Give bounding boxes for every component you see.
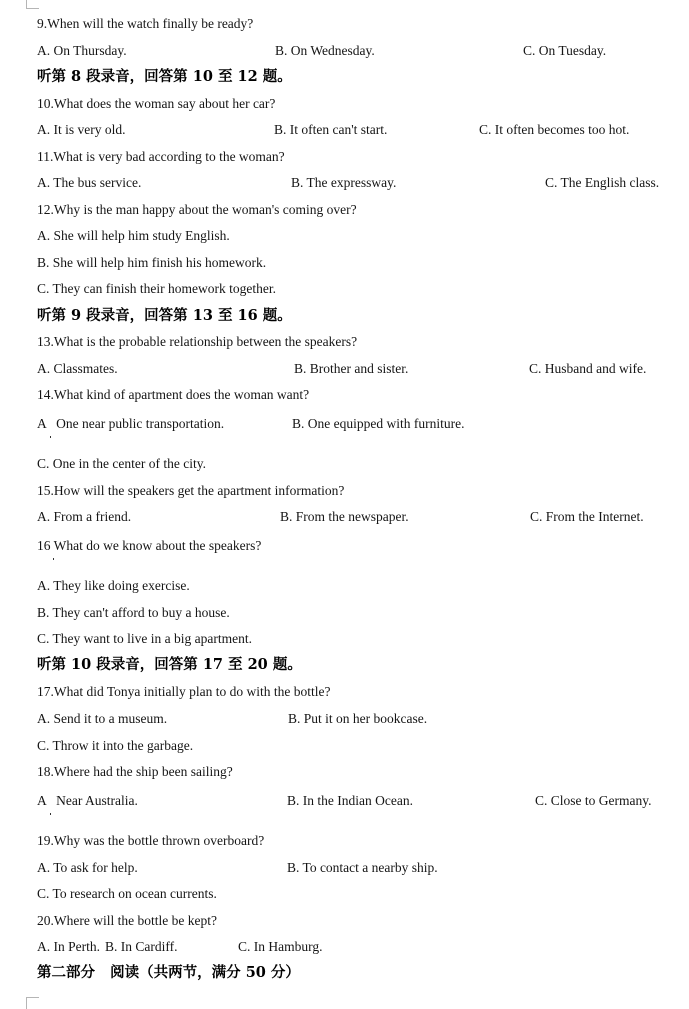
question-11-option-b: B. The expressway. <box>291 175 397 190</box>
question-18-option-a: A Near Australia. <box>37 793 138 808</box>
question-11-option-c: C. The English class. <box>545 175 660 190</box>
question-17-option-b: B. Put it on her bookcase. <box>288 711 428 726</box>
question-9-option-c: C. On Tuesday. <box>523 43 607 58</box>
question-16-option-a: A. They like doing exercise. <box>37 578 190 593</box>
question-10-option-b: B. It often can't start. <box>274 122 388 137</box>
question-17-option-c: C. Throw it into the garbage. <box>37 738 194 753</box>
question-16-option-b: B. They can't afford to buy a house. <box>37 605 230 620</box>
question-19-stem: 19.Why was the bottle thrown overboard? <box>37 833 265 848</box>
question-14-stem: 14.What kind of apartment does the woman want? <box>37 387 310 402</box>
question-9-option-b: B. On Wednesday. <box>275 43 375 58</box>
question-12-option-b: B. She will help him finish his homework. <box>37 255 267 270</box>
question-17-option-a: A. Send it to a museum. <box>37 711 168 726</box>
question-15-option-c: C. From the Internet. <box>530 509 644 524</box>
question-9-option-a: A. On Thursday. <box>37 43 127 58</box>
question-10-option-c: C. It often becomes too hot. <box>479 122 630 137</box>
question-12-stem: 12.Why is the man happy about the woman's coming over? <box>37 202 357 217</box>
question-18-option-b: B. In the Indian Ocean. <box>287 793 413 808</box>
page-corner-mark-top <box>26 0 39 9</box>
punctuation-dot-mark <box>50 436 51 438</box>
question-9-stem: 9.When will the watch finally be ready? <box>37 16 254 31</box>
question-12-option-c: C. They can finish their homework together. <box>37 281 276 296</box>
question-19-option-a: A. To ask for help. <box>37 860 138 875</box>
question-10-stem: 10.What does the woman say about her car? <box>37 96 276 111</box>
question-20-option-a: A. In Perth. <box>37 939 100 954</box>
question-15-stem: 15.How will the speakers get the apartment information? <box>37 483 345 498</box>
question-15-option-a: A. From a friend. <box>37 509 132 524</box>
question-13-option-a: A. Classmates. <box>37 361 118 376</box>
question-14-option-b: B. One equipped with furniture. <box>292 416 465 431</box>
question-19-option-c: C. To research on ocean currents. <box>37 886 217 901</box>
question-16-option-c: C. They want to live in a big apartment. <box>37 631 252 646</box>
question-11-option-a: A. The bus service. <box>37 175 142 190</box>
question-20-option-b: B. In Cardiff. <box>105 939 178 954</box>
section-9-heading: 听第 9 段录音，回答第 13 至 16 题。 <box>37 307 292 324</box>
section-10-heading: 听第 10 段录音，回答第 17 至 20 题。 <box>37 656 302 673</box>
question-20-option-c: C. In Hamburg. <box>238 939 323 954</box>
section-8-heading: 听第 8 段录音，回答第 10 至 12 题。 <box>37 68 292 85</box>
question-14-option-a: A One near public transportation. <box>37 416 225 431</box>
question-19-option-b: B. To contact a nearby ship. <box>287 860 438 875</box>
question-11-stem: 11.What is very bad according to the woman? <box>37 149 285 164</box>
question-20-stem: 20.Where will the bottle be kept? <box>37 913 217 928</box>
part-2-heading: 第二部分 阅读（共两节，满分 50 分） <box>37 964 300 981</box>
question-13-option-c: C. Husband and wife. <box>529 361 647 376</box>
question-12-option-a: A. She will help him study English. <box>37 228 230 243</box>
question-14-option-c: C. One in the center of the city. <box>37 456 206 471</box>
question-10-option-a: A. It is very old. <box>37 122 126 137</box>
punctuation-dot-mark <box>53 558 54 560</box>
page-corner-mark-bottom <box>26 997 39 1009</box>
punctuation-dot-mark <box>50 813 51 815</box>
question-15-option-b: B. From the newspaper. <box>280 509 409 524</box>
question-13-option-b: B. Brother and sister. <box>294 361 409 376</box>
question-18-option-c: C. Close to Germany. <box>535 793 652 808</box>
question-16-stem: 16 What do we know about the speakers? <box>37 538 262 553</box>
question-13-stem: 13.What is the probable relationship between the speakers? <box>37 334 358 349</box>
question-18-stem: 18.Where had the ship been sailing? <box>37 764 233 779</box>
question-17-stem: 17.What did Tonya initially plan to do with the bottle? <box>37 684 331 699</box>
